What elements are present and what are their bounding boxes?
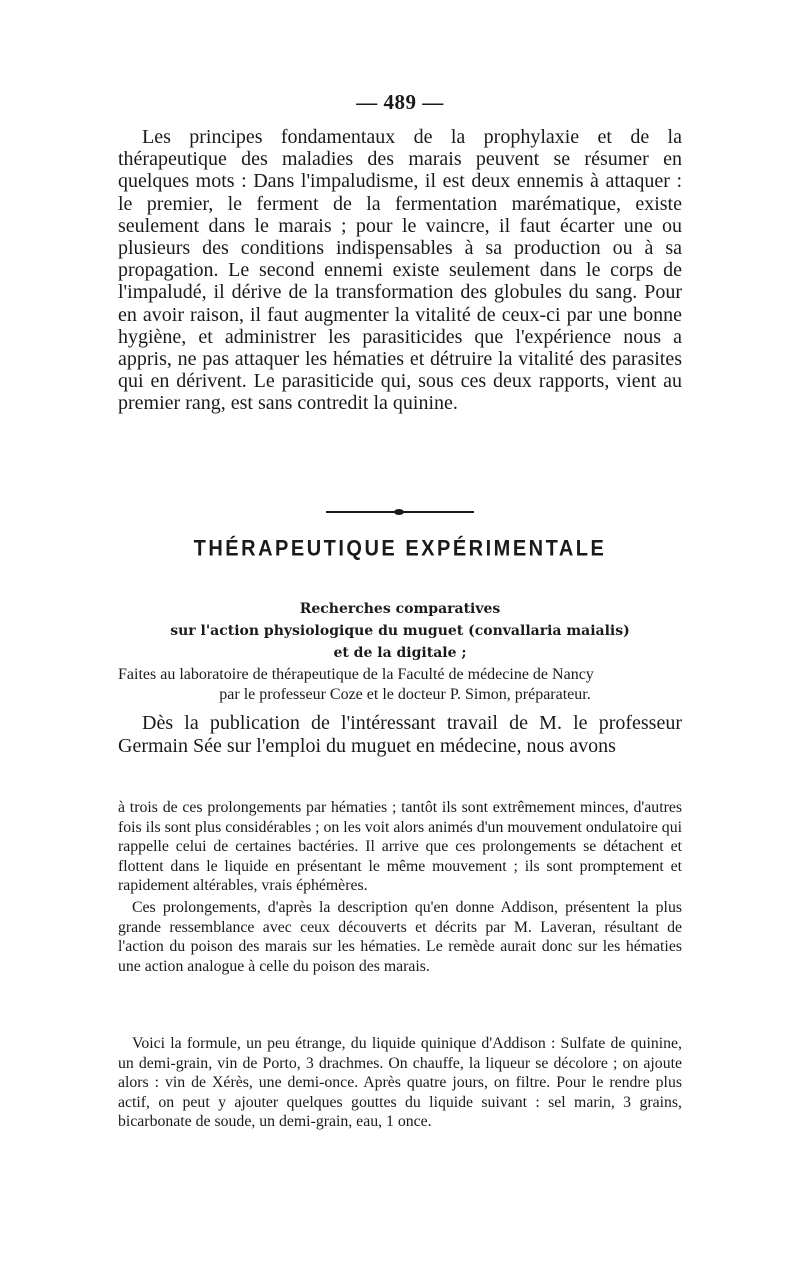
page-number: — 489 — [356, 90, 444, 114]
article-byline [118, 665, 682, 705]
byline-line-1: Faites au laboratoire de thérapeutique de la Faculté de médecine de Nancy [118, 666, 594, 683]
article-opening-paragraph: Dès la publication de l'intéressant travail de M. le professeur Germain Sée sur l'emploi du muguet en médecine, nous avons [118, 712, 682, 757]
intro-paragraph: Les principes fondamentaux de la prophylaxie et de la thérapeutique des maladies des marais peuvent se résumer en quelques mots : Dans l'impaludisme, il est deux ennemis à attaquer : le premier, le ferment de la fermentation marématique, existe seulement dans le marais ; pour le vaincre, il faut écarter une ou plusieurs des conditions indispensables à sa production ou à sa propagation. Le second ennemi existe seulement dans le corps de l'impaludé, il dérive de la transformation des globules du sang. Pour en avoir raison, il faut augmenter la vitalité de ceux-ci par une bonne hygiène, et administrer les parasiticides que l'expérience nous a appris, ne pas attaquer les hématies et détruire la vitalité des parasites qui en dérivent. Le parasiticide qui, sous ces deux rapports, vient au premier rang, est sans contredit la quinine. [118, 126, 682, 415]
section-divider-ornament [326, 509, 474, 515]
article-subtitle-line-1: Recherches comparatives [299, 601, 501, 617]
continuation-paragraph-2: Ces prolongements, d'après la description qu'en donne Addison, présentent la plus grande ressemblance avec ceux découverts et décrits par M. Laveran, résultant de l'action du poison des marais sur les hématies. Le remède aurait donc sur les hématies une action analogue à celle du poison des marais. [118, 899, 682, 975]
article-subtitle-line-3: et de la digitale ; [333, 645, 467, 661]
section-title: THÉRAPEUTIQUE EXPÉRIMENTALE [193, 536, 607, 562]
byline-line-2: par le professeur Coze et le docteur P. Simon, préparateur. [219, 686, 591, 703]
article-subtitle-line-2: sur l'action physiologique du muguet (convallaria maialis) [170, 623, 630, 639]
continuation-paragraph-1: à trois de ces prolongements par hématies ; tantôt ils sont extrêmement minces, d'autres fois ils sont plus considérables ; on les voit alors animés d'un mouvement ondulatoire qui rappelle celui de certaines bactéries. Il arrive que ces prolongements se détachent et flottent dans le liquide en présentant le même mouvement ; ils sont promptement et rapidement altérables, vrais éphémères. [118, 799, 682, 895]
continuation-paragraph-3: Voici la formule, un peu étrange, du liquide quinique d'Addison : Sulfate de quinine, un demi-grain, vin de Porto, 3 drachmes. On chauffe, la liqueur se décolore ; on ajoute alors : vin de Xérès, une demi-once. Après quatre jours, on filtre. Pour le rendre plus actif, on peut y ajouter quelques gouttes du liquide suivant : sel marin, 3 grains, bicarbonate de soude, un demi-grain, eau, 1 once. [118, 1035, 682, 1131]
